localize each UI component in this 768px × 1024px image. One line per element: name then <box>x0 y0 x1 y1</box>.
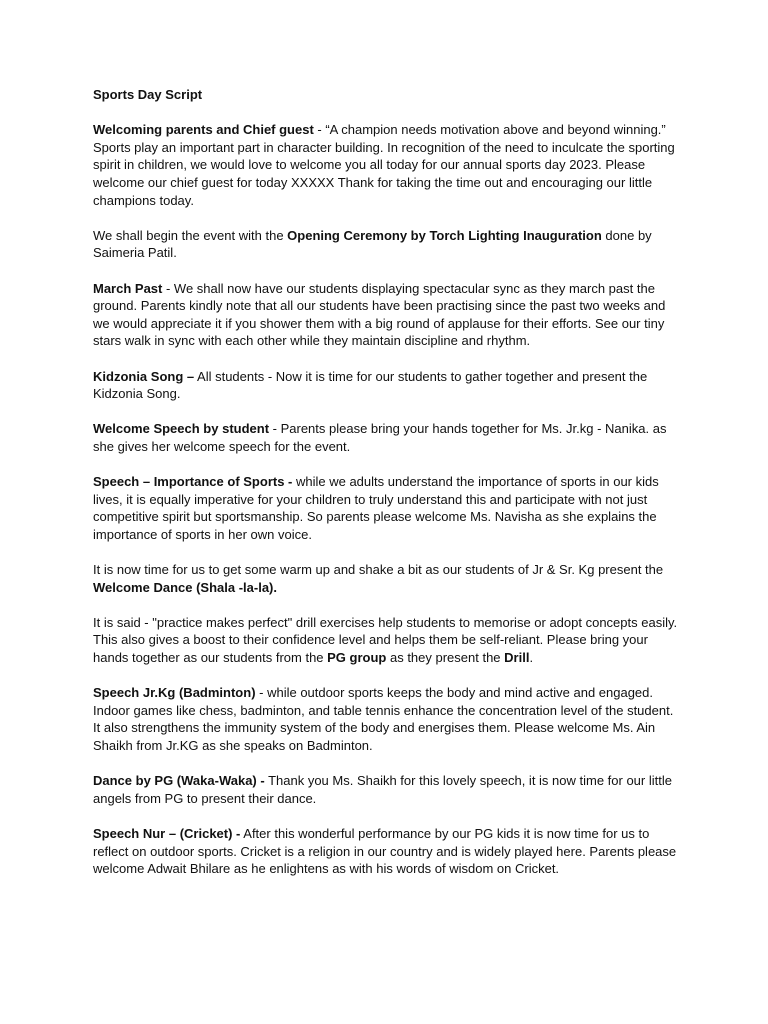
paragraph-text: All students - Now it is time for our students to gather together and present the Kidzonia Song. <box>93 368 648 402</box>
paragraph-emphasis: Drill <box>504 650 530 665</box>
paragraph-text: . <box>529 650 534 665</box>
paragraph-welcome-dance <box>93 561 683 596</box>
paragraph-text: while we adults understand the importance of sports in our kids lives, it is equally imperative for your children to truly understand this and participate with not just competitive spirit but sportsmanship. So parents please welcome Ms. Navisha as she explains the importance of sports in her own voice. <box>93 474 659 542</box>
paragraph-heading: Dance by PG (Waka-Waka) - <box>93 773 265 789</box>
paragraph-heading: Speech Jr.Kg (Badminton) <box>93 685 256 701</box>
paragraph-text: as they present the <box>386 650 505 665</box>
paragraph-heading: March Past <box>93 280 163 296</box>
paragraph-welcome-speech <box>93 420 683 455</box>
paragraph-text: It is now time for us to get some warm up and shake a bit as our students of Jr & Sr. Kg present the <box>93 562 664 578</box>
paragraph-emphasis: Opening Ceremony by Torch Lighting Inauguration <box>287 227 602 243</box>
paragraph-heading: Kidzonia Song – <box>93 368 195 384</box>
paragraph-drill <box>93 614 683 667</box>
paragraph-text: - while outdoor sports keeps the body and mind active and engaged. Indoor games like chess, badminton, and table tennis enhance the concentration level of the student. It also strengthens the immunity system of the body and energises them. Please welcome Ms. Ain Shaikh from Jr.KG as she speaks on Badminton. <box>93 685 674 753</box>
paragraph-text: After this wonderful performance by our PG kids it is now time for us to reflect on outdoor sports. Cricket is a religion in our country and is widely played here. Parents please welcome Adwait Bhilare as he enlightens as with his words of wisdom on Cricket. <box>93 825 677 877</box>
paragraph-text: done by Saimeria Patil. <box>93 227 652 261</box>
paragraph-text: - “A champion needs motivation above and beyond winning.” Sports play an important part in character building. In recognition of the need to inculcate the sporting spirit in children, we would love to welcome you all today for our annual sports day 2023. Please welcome our chief guest for today XXXXX Thank for taking the time out and encouraging our little champions today. <box>93 122 675 208</box>
paragraph-emphasis: PG group <box>327 650 387 665</box>
paragraph-welcome-chief-guest <box>93 121 683 209</box>
paragraph-heading: Welcome Speech by student <box>93 421 270 437</box>
paragraph-heading: Speech – Importance of Sports - <box>93 474 293 490</box>
paragraph-text: It is said - "practice makes perfect" drill exercises help students to memorise or adopt concepts easily. This also gives a boost to their confidence level and helps them be self-reliant. Please bring your hands together as our students from the <box>93 614 678 665</box>
paragraph-heading: Speech Nur – (Cricket) - <box>93 825 241 841</box>
paragraph-text: We shall begin the event with the <box>93 227 288 243</box>
paragraph-speech-badminton <box>93 684 683 754</box>
paragraph-text: - We shall now have our students displaying spectacular sync as they march past the ground. Parents kindly note that all our students have been practising since the past two weeks and we would appreciate it if you shower them with a big round of applause for their efforts. See our tiny stars walk in sync with each other while they maintain discipline and rhythm. <box>93 280 666 349</box>
paragraph-text: - Parents please bring your hands together for Ms. Jr.kg - Nanika. as she gives her welcome speech for the event. <box>93 421 667 454</box>
paragraph-heading: Welcoming parents and Chief guest <box>93 122 314 138</box>
paragraph-text: Thank you Ms. Shaikh for this lovely speech, it is now time for our little angels from PG to present their dance. <box>93 773 672 806</box>
paragraph-march-past <box>93 280 683 350</box>
paragraph-dance-pg <box>93 772 683 807</box>
paragraph-speech-cricket <box>93 825 683 878</box>
paragraph-kidzonia-song <box>93 368 683 403</box>
document-title: Sports Day Script <box>93 87 203 102</box>
paragraph-opening-ceremony <box>93 227 683 262</box>
paragraph-importance-of-sports <box>93 473 683 543</box>
paragraph-emphasis: Welcome Dance (Shala -la-la). <box>93 579 277 595</box>
document-page <box>93 86 683 878</box>
